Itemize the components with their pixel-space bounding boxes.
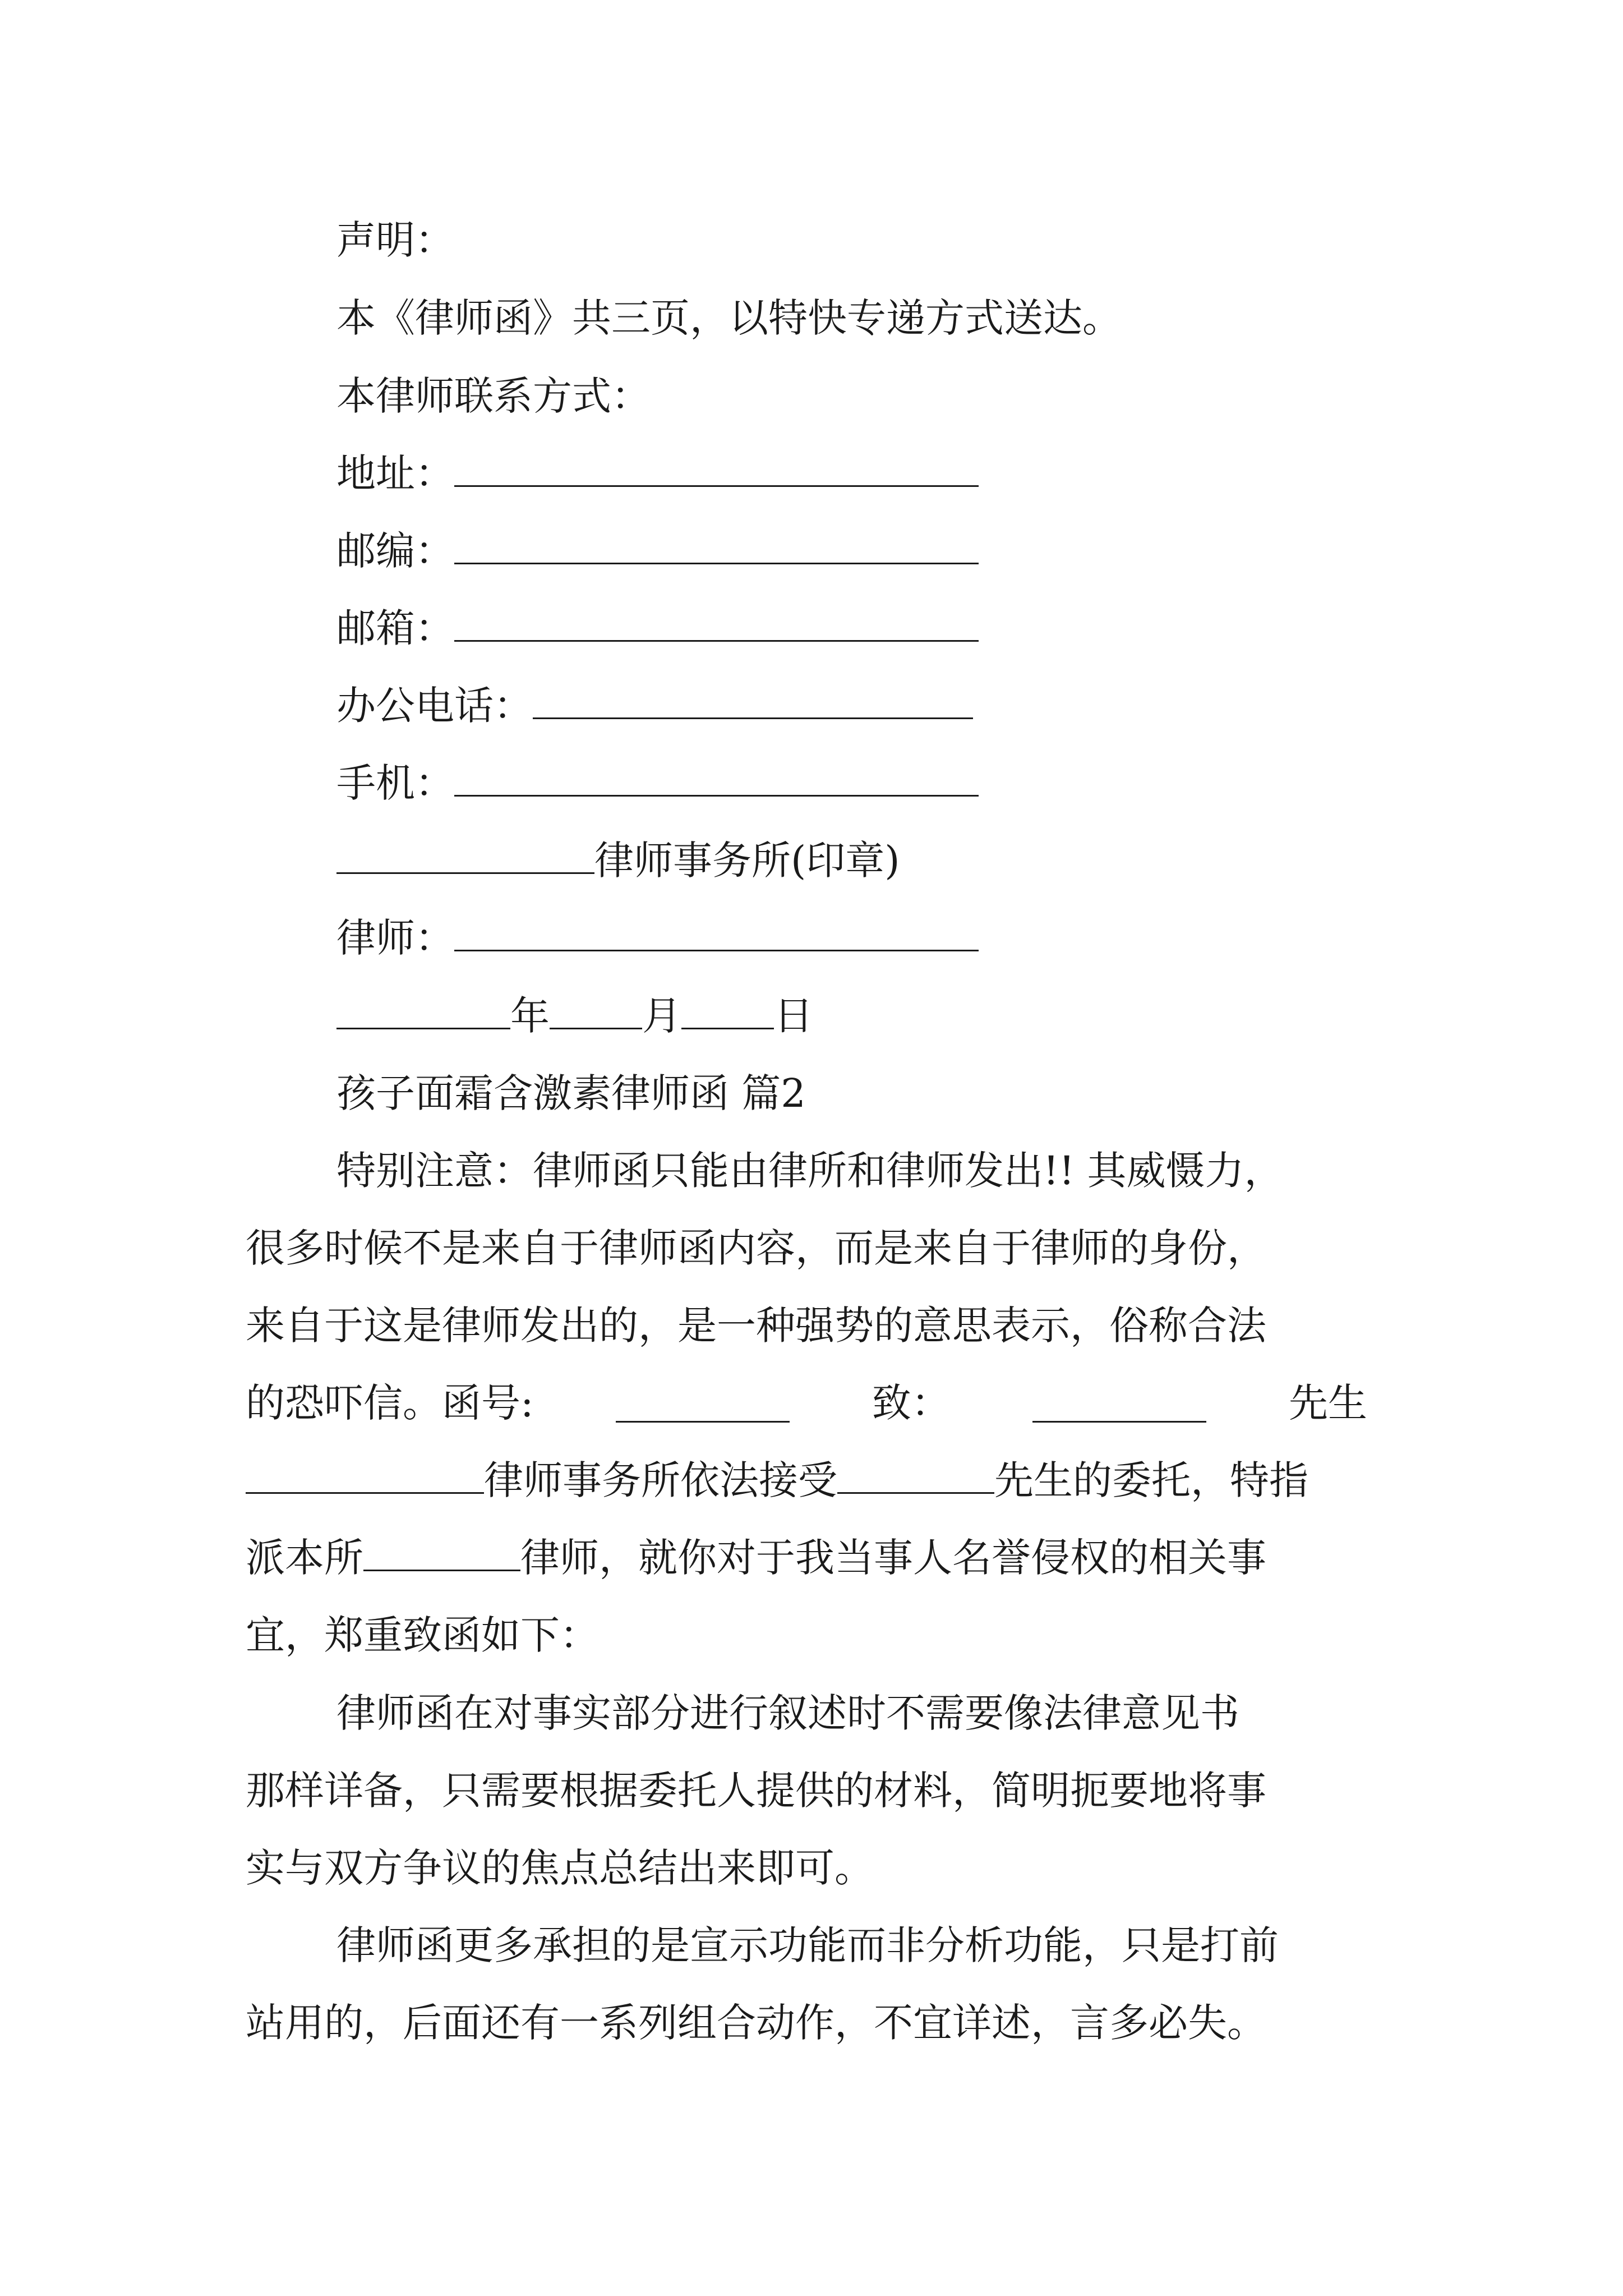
blank-line	[363, 1539, 520, 1571]
assign-text: 派本所	[246, 1535, 363, 1581]
paragraph-line: 站用的，后面还有一系列组合动作，不宜详述，言多必失。	[246, 2000, 1266, 2046]
blank-line	[681, 997, 774, 1029]
blank-line	[837, 1462, 994, 1494]
mister-text: 先生	[1288, 1380, 1367, 1426]
statement-heading: 声明：	[336, 217, 454, 263]
lawyer-label: 律师：	[336, 915, 454, 961]
matter-text: 律师，就你对于我当事人名誉侵权的相关事	[520, 1535, 1266, 1581]
letter-number-text: 的恐吓信。函号:	[246, 1380, 534, 1426]
blank-line	[550, 997, 642, 1029]
blank-line	[533, 687, 973, 719]
contact-field-email	[336, 605, 979, 651]
blank-line	[454, 765, 979, 797]
blank-line	[454, 610, 979, 642]
date-line	[336, 993, 813, 1039]
paragraph-line: 那样详备，只需要根据委托人提供的材料，简明扼要地将事	[246, 1768, 1266, 1814]
paragraph-line: 很多时候不是来自于律师函内容，而是来自于律师的身份，	[246, 1225, 1266, 1271]
contact-field-label: 邮编：	[336, 528, 454, 574]
contact-field-label: 地址：	[336, 450, 454, 496]
contact-field-address	[336, 450, 979, 496]
blank-line	[616, 1391, 790, 1423]
contact-field-label: 手机：	[336, 760, 454, 806]
blank-line	[454, 532, 979, 564]
blank-line	[1032, 1391, 1206, 1423]
paragraph-line: 特别注意：律师函只能由律所和律师发出!! 其威慑力，	[336, 1148, 1284, 1194]
paragraph-line-firm	[246, 1457, 1308, 1503]
paragraph-line: 律师函在对事实部分进行叙述时不需要像法律意见书	[336, 1690, 1239, 1736]
blank-line	[336, 997, 510, 1029]
lawyer-line	[336, 915, 979, 961]
section-title: 孩子面霜含激素律师函 篇2	[336, 1070, 806, 1116]
blank-line	[336, 842, 594, 874]
contact-field-postcode	[336, 528, 979, 574]
contact-field-office-phone	[336, 683, 973, 729]
firm-seal-line	[336, 838, 900, 884]
contact-field-label: 邮箱：	[336, 605, 454, 651]
entrust-text: 先生的委托，特指	[994, 1457, 1308, 1503]
to-text: 致：	[872, 1380, 951, 1426]
paragraph-line-reference	[246, 1380, 1367, 1426]
contact-field-label: 办公电话：	[336, 683, 533, 729]
contact-field-mobile	[336, 760, 979, 806]
statement-pages-line: 本《律师函》共三页，以特快专递方式送达。	[336, 295, 1122, 341]
blank-line	[454, 919, 979, 951]
paragraph-line: 实与双方争议的焦点总结出来即可。	[246, 1845, 874, 1891]
blank-line	[454, 455, 979, 487]
contact-heading: 本律师联系方式：	[336, 373, 651, 419]
blank-line	[246, 1462, 484, 1494]
paragraph-line: 宜，郑重致函如下：	[246, 1612, 599, 1658]
paragraph-line: 来自于这是律师发出的，是一种强势的意思表示，俗称合法	[246, 1303, 1266, 1349]
paragraph-line: 律师函更多承担的是宣示功能而非分析功能，只是打前	[336, 1922, 1279, 1968]
date-year: 年	[510, 993, 550, 1039]
firm-seal-text: 律师事务所(印章)	[594, 838, 900, 884]
paragraph-line-lawyer	[246, 1535, 1266, 1581]
date-day: 日	[774, 993, 813, 1039]
date-month: 月	[642, 993, 681, 1039]
firm-accept-text: 律师事务所依法接受	[484, 1457, 837, 1503]
